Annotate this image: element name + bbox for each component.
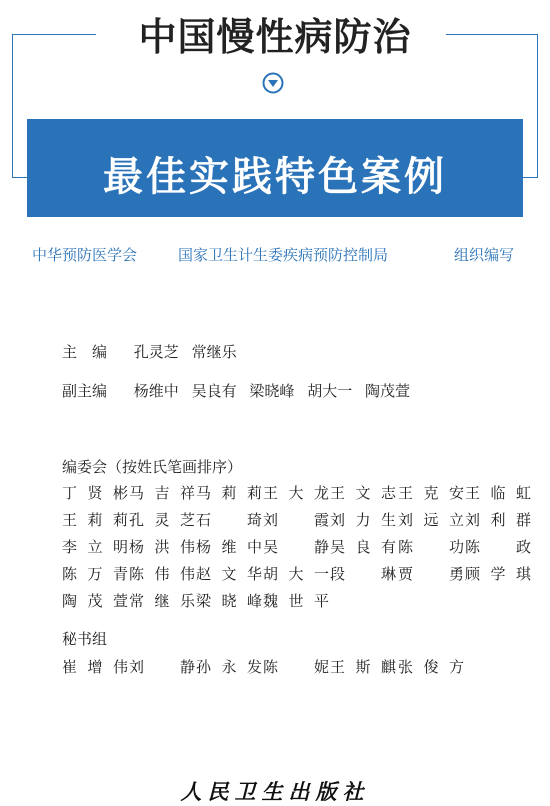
committee-member: 马吉祥: [129, 484, 195, 502]
committee-row: [62, 536, 532, 563]
committee-row: [62, 563, 532, 590]
secretariat-member: 张俊方: [398, 658, 464, 676]
deputy-editor-name: 杨维中: [133, 382, 179, 400]
secretariat-member: 陈 妮: [263, 658, 329, 676]
deputy-editor-name: 胡大一: [307, 382, 353, 400]
committee-list: [62, 482, 532, 617]
committee-member: 孔灵芝: [129, 511, 195, 529]
committee-member: 赵文华: [196, 565, 262, 583]
chief-editor-name: 常继乐: [191, 343, 237, 361]
committee-member: 王大龙: [263, 484, 329, 502]
committee-member: 陈 政: [465, 538, 531, 556]
committee-member: 刘 霞: [263, 511, 329, 529]
committee-member: 魏世平: [263, 592, 329, 610]
frame-line: [12, 177, 28, 178]
deputy-editor-label: 副主编: [62, 382, 108, 400]
committee-member: 顾学琪: [465, 565, 531, 583]
committee-member: 陶茂萱: [62, 592, 128, 610]
committee-member: 刘远立: [398, 511, 464, 529]
committee-row: [62, 482, 532, 509]
secretariat-member: 孙永发: [196, 658, 262, 676]
secretariat-list: [62, 656, 532, 683]
committee-member: 吴良有: [330, 538, 396, 556]
organization-1: 中华预防医学会: [32, 246, 138, 264]
committee-member: 丁贤彬: [62, 484, 128, 502]
secretariat-heading: 秘书组: [62, 630, 108, 648]
committee-heading: 编委会（按姓氏笔画排序）: [62, 458, 243, 476]
committee-member: 陈 功: [398, 538, 464, 556]
committee-member: 王文志: [330, 484, 396, 502]
committee-member: 常继乐: [129, 592, 195, 610]
committee-member: 杨洪伟: [129, 538, 195, 556]
deputy-editor-name: 梁晓峰: [249, 382, 295, 400]
committee-member: 贾 勇: [398, 565, 464, 583]
committee-member: 杨维中: [196, 538, 262, 556]
deputy-editor-row: [62, 380, 410, 401]
committee-member: 梁晓峰: [196, 592, 262, 610]
chief-editor-label: 主 编: [62, 343, 108, 361]
book-title: 中国慢性病防治: [138, 14, 412, 59]
deputy-editor-name: 吴良有: [191, 382, 237, 400]
committee-member: 王克安: [398, 484, 464, 502]
committee-member: 刘力生: [330, 511, 396, 529]
chief-editor-row: [62, 341, 237, 362]
organization-note: 组织编写: [454, 246, 515, 264]
secretariat-member: 王斯麒: [330, 658, 396, 676]
committee-member: 李立明: [62, 538, 128, 556]
committee-member: 胡大一: [263, 565, 329, 583]
deputy-editor-name: 陶茂萱: [364, 382, 410, 400]
publisher-logo: 人民卫生出版社: [180, 779, 370, 804]
committee-member: 吴 静: [263, 538, 329, 556]
book-subtitle: 最佳实践特色案例: [103, 154, 447, 200]
frame-line: [522, 177, 538, 178]
down-arrow-circle-icon: [262, 72, 284, 94]
committee-member: 陈万青: [62, 565, 128, 583]
committee-member: 王莉莉: [62, 511, 128, 529]
committee-member: 刘利群: [465, 511, 531, 529]
organization-2: 国家卫生计生委疾病预防控制局: [178, 246, 389, 264]
committee-row: [62, 590, 532, 617]
chief-editor-name: 孔灵芝: [133, 343, 179, 361]
secretariat-row: [62, 656, 532, 683]
committee-member: 王临虹: [465, 484, 531, 502]
committee-row: [62, 509, 532, 536]
secretariat-member: 崔增伟: [62, 658, 128, 676]
committee-member: 段 琳: [330, 565, 396, 583]
committee-member: 陈伟伟: [129, 565, 195, 583]
committee-member: 石 琦: [196, 511, 262, 529]
secretariat-member: 刘 静: [129, 658, 195, 676]
committee-member: 马莉莉: [196, 484, 262, 502]
